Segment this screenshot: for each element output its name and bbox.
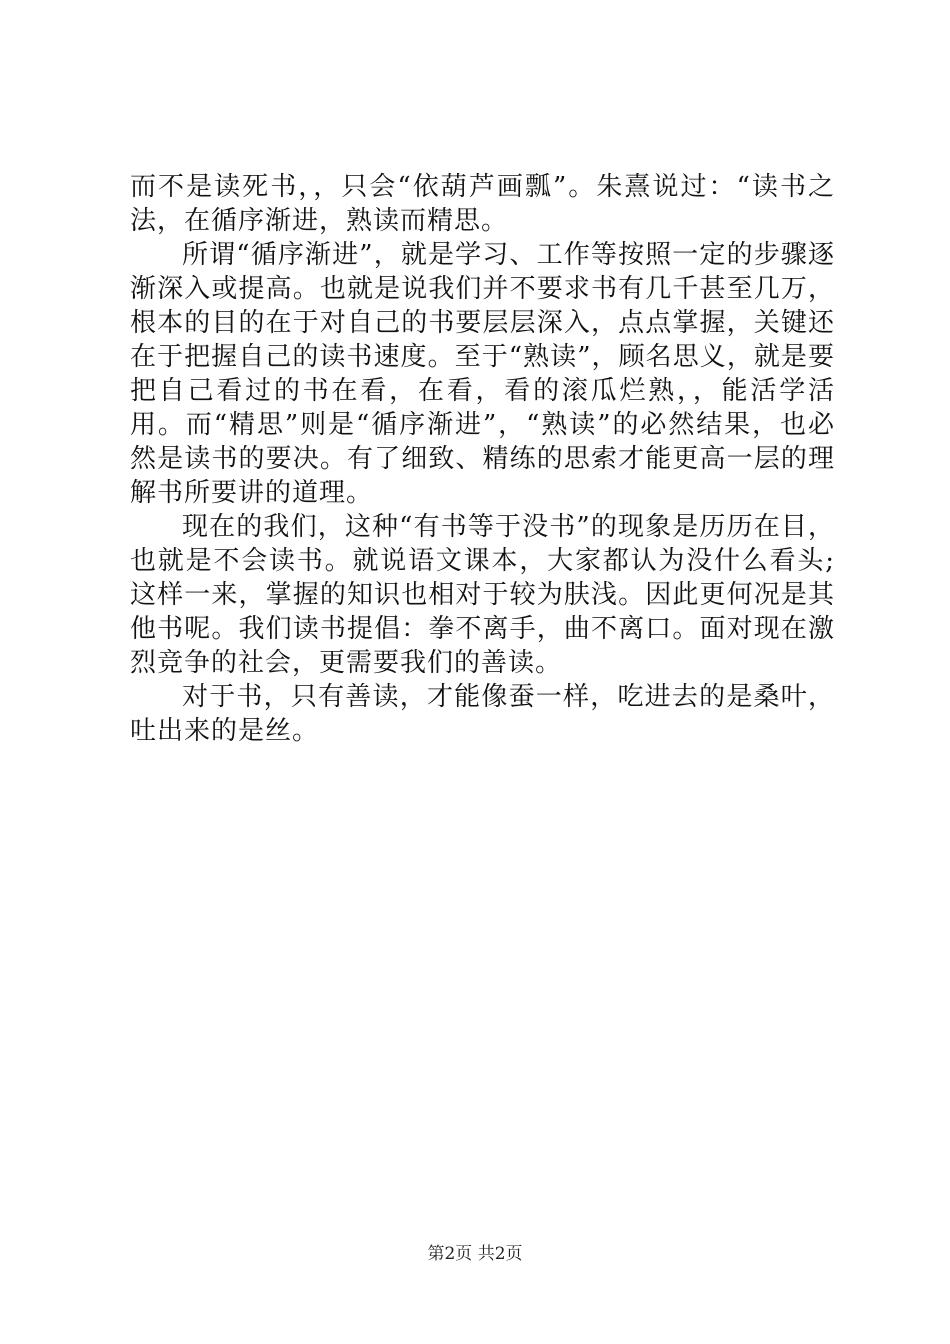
paragraph-1: 而不是读死书，，只会“依葫芦画瓢”。朱熹说过：“读书之法，在循序渐进，熟读而精思。: [130, 172, 835, 236]
document-body: [130, 170, 835, 748]
paragraph-3: 现在的我们，这种“有书等于没书”的现象是历历在目，也就是不会读书。就说语文课本，大家都认为没什么看头;这样一来，掌握的知识也相对于较为肤浅。因此更何况是其他书呢。我们读书提倡：拳不离手，曲不离口。面对现在激烈竞争的社会，更需要我们的善读。: [130, 512, 835, 678]
paragraph-4: 对于书，只有善读，才能像蚕一样，吃进去的是桑叶，吐出来的是丝。: [130, 682, 835, 746]
page-footer: 第2页 共2页: [427, 1244, 523, 1264]
paragraph-2: 所谓“循序渐进”，就是学习、工作等按照一定的步骤逐渐深入或提高。也就是说我们并不要求书有几千甚至几万，根本的目的在于对自己的书要层层深入，点点掌握，关键还在于把握自己的读书速度。至于“熟读”，顾名思义，就是要把自己看过的书在看，在看，看的滚瓜烂熟，，能活学活用。而“精思”则是“循序渐进”，“熟读”的必然结果，也必然是读书的要决。有了细致、精练的思索才能更高一层的理解书所要讲的道理。: [130, 240, 835, 508]
